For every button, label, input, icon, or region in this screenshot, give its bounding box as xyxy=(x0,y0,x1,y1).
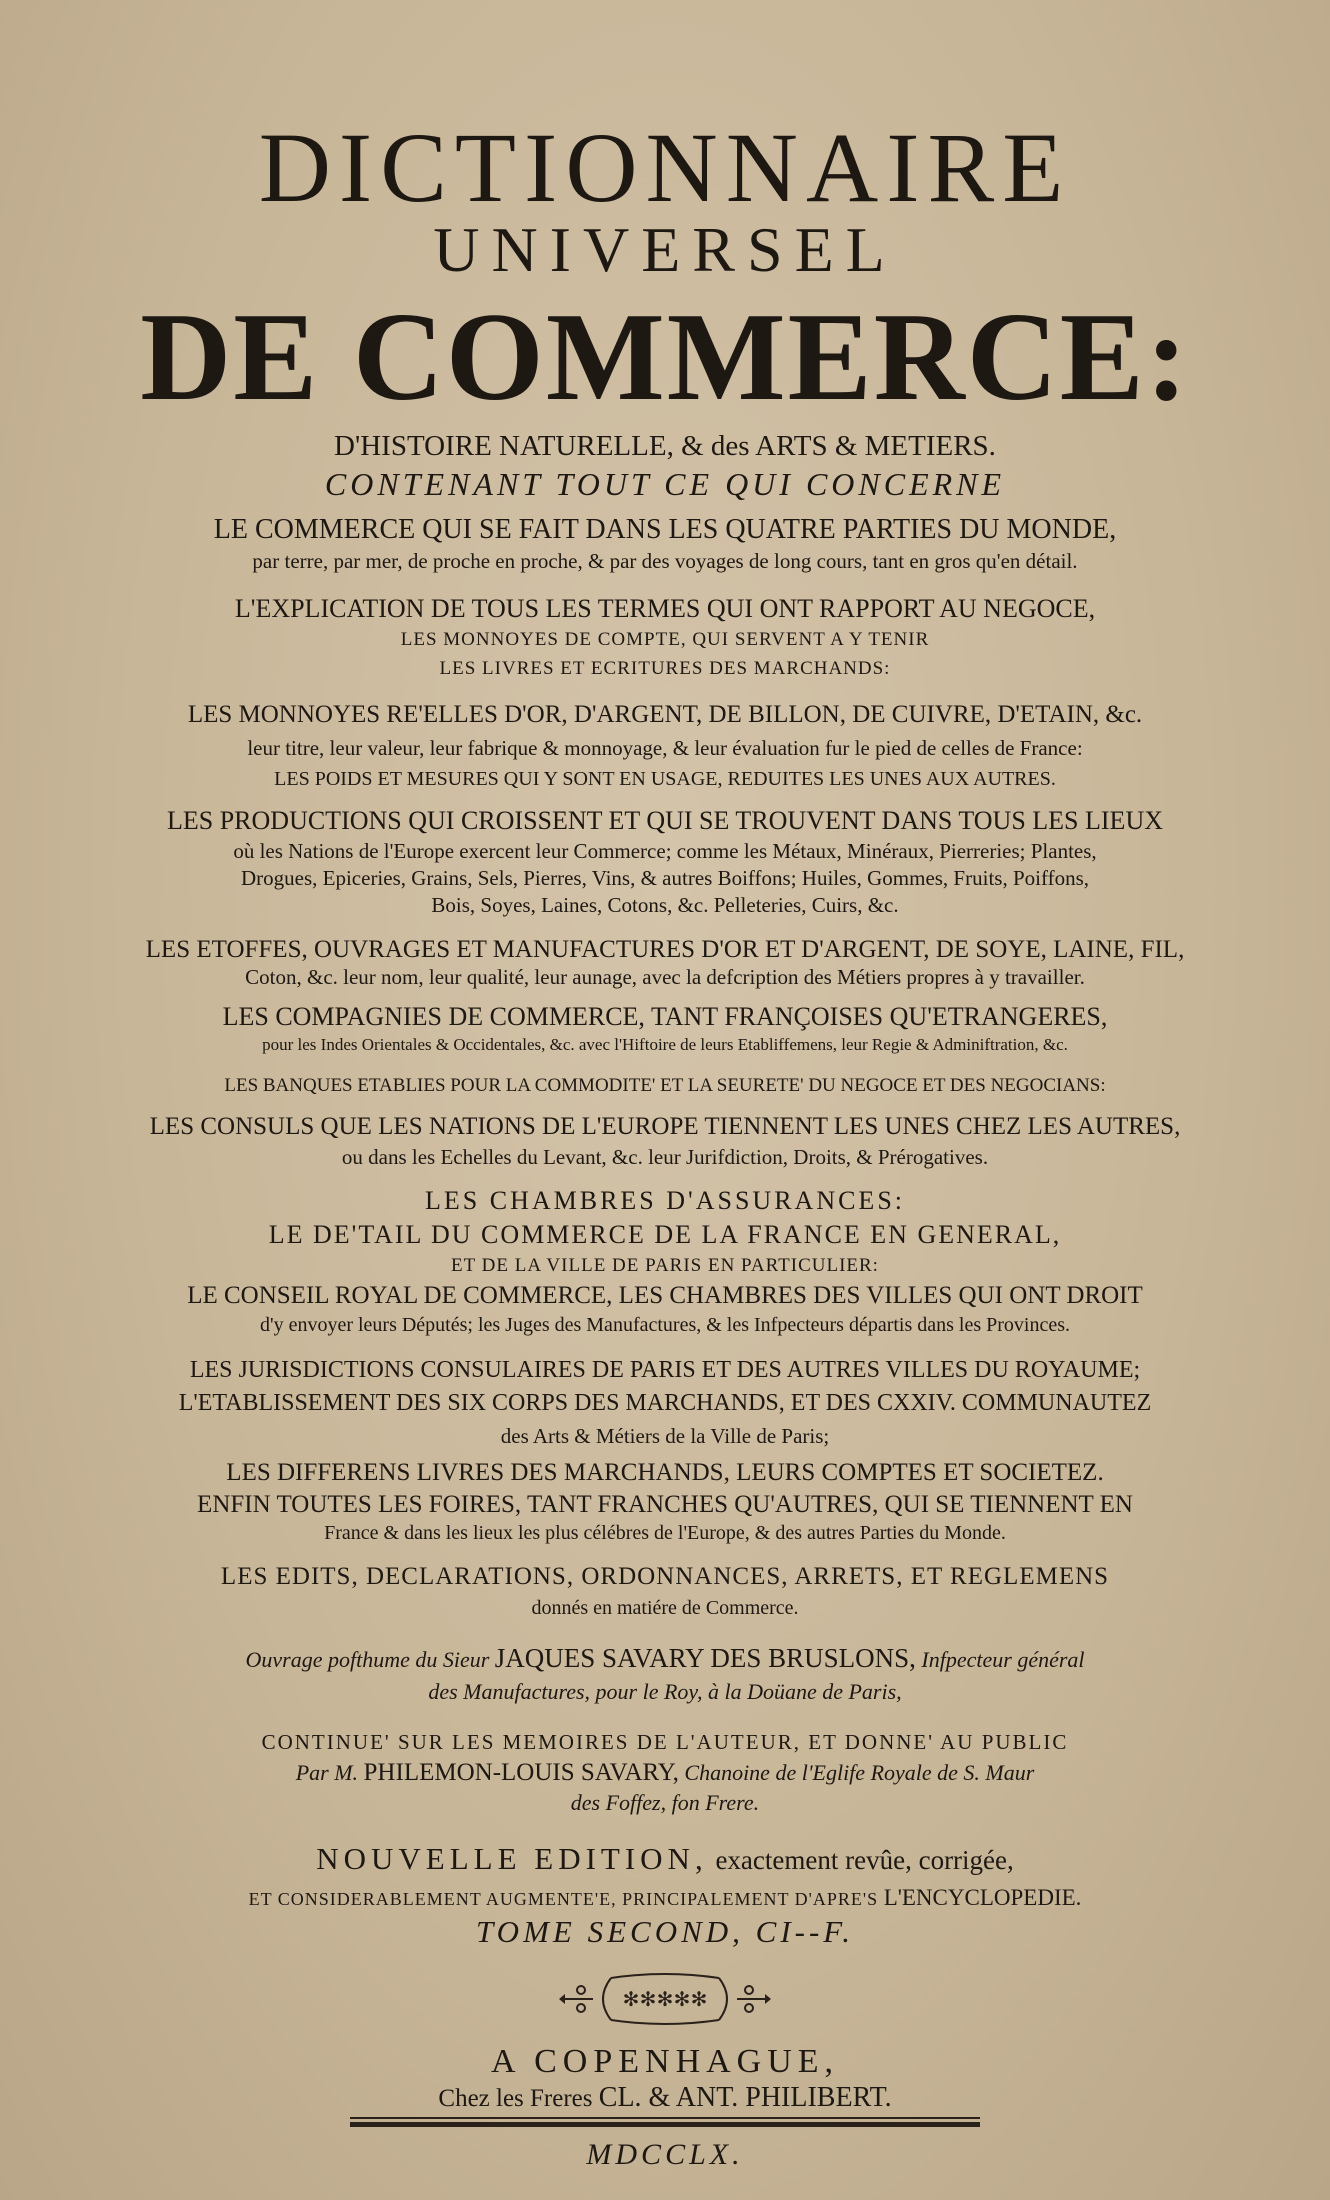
body-line: LES ETOFFES, OUVRAGES ET MANUFACTURES D'OR ET D'ARGENT, DE SOYE, LAINE, FIL, xyxy=(145,936,1185,963)
body-line: LES DIFFERENS LIVRES DES MARCHANDS, LEURS COMPTES ET SOCIETEZ. xyxy=(226,1459,1104,1486)
body-line: L'ETABLISSEMENT DES SIX CORPS DES MARCHANDS, ET DES CXXIV. COMMUNAUTEZ xyxy=(178,1390,1152,1416)
body-line: LE COMMERCE QUI SE FAIT DANS LES QUATRE PARTIES DU MONDE, xyxy=(213,514,1117,545)
body-line: par terre, par mer, de proche en proche, & par des voyages de long cours, tant en gros qu'en détail. xyxy=(252,549,1078,573)
body-line: LES CONSULS QUE LES NATIONS DE L'EUROPE TIENNENT LES UNES CHEZ LES AUTRES, xyxy=(149,1113,1181,1140)
body-line: L'EXPLICATION DE TOUS LES TERMES QUI ONT RAPPORT AU NEGOCE, xyxy=(234,594,1096,623)
body-line: LE CONSEIL ROYAL DE COMMERCE, LES CHAMBRES DES VILLES QUI ONT DROIT xyxy=(187,1282,1143,1309)
edition-rest: exactement revûe, corrigée, xyxy=(715,1845,1014,1875)
body-line: LES BANQUES ETABLIES POUR LA COMMODITE' ET LA SEURETE' DU NEGOCE ET DES NEGOCIANS: xyxy=(224,1075,1106,1096)
subtitle: D'HISTOIRE NATURELLE, & des ARTS & METIERS. xyxy=(334,430,996,462)
editor-intro: Par M. xyxy=(295,1760,359,1785)
body-line: Coton, &c. leur nom, leur qualité, leur aunage, avec la defcription des Métiers propres à y travailler. xyxy=(245,965,1085,989)
author-intro: Ouvrage pofthume du Sieur xyxy=(245,1647,490,1672)
body-line: LES LIVRES ET ECRITURES DES MARCHANDS: xyxy=(439,658,891,679)
author-line-2: des Manufactures, pour le Roy, à la Doüane de Paris, xyxy=(428,1679,902,1704)
body-line: LES CHAMBRES D'ASSURANCES: xyxy=(425,1186,905,1215)
publisher-intro: Chez les Freres xyxy=(438,2085,593,2112)
svg-text:✻: ✻ xyxy=(656,1987,674,2011)
body-line: LES COMPAGNIES DE COMMERCE, TANT FRANÇOISES QU'ETRANGERES, xyxy=(222,1002,1108,1031)
body-line: LES JURISDICTIONS CONSULAIRES DE PARIS ET DES AUTRES VILLES DU ROYAUME; xyxy=(189,1357,1141,1383)
body-line: leur titre, leur valeur, leur fabrique & monnoyage, & leur évaluation fur le pied de celles de France: xyxy=(247,736,1083,760)
printers-ornament xyxy=(555,1968,775,2030)
body-line: Drogues, Epiceries, Grains, Sels, Pierres, Vins, & autres Boiffons; Huiles, Gommes, Fruits, Poiffons, xyxy=(240,866,1089,890)
imprint-place: A COPENHAGUE, xyxy=(490,2043,840,2080)
title-line-3: DE COMMERCE: xyxy=(140,288,1190,427)
author-name: JAQUES SAVARY DES BRUSLONS, xyxy=(494,1643,916,1673)
augmented-line xyxy=(70,1886,1260,1909)
body-line: où les Nations de l'Europe exercent leur Commerce; comme les Métaux, Minéraux, Pierreries; Plantes, xyxy=(233,839,1097,863)
author-title: Infpecteur général xyxy=(921,1647,1085,1672)
body-line: France & dans les lieux les plus célébres de l'Europe, & des autres Parties du Monde. xyxy=(324,1522,1006,1544)
body-line: donnés en matiére de Commerce. xyxy=(531,1597,799,1619)
body-line: des Arts & Métiers de la Ville de Paris; xyxy=(500,1424,830,1448)
body-line: LE DE'TAIL DU COMMERCE DE LA FRANCE EN GENERAL, xyxy=(268,1220,1062,1249)
body-line: LES EDITS, DECLARATIONS, ORDONNANCES, ARRETS, ET REGLEMENS xyxy=(220,1563,1110,1590)
imprint-year: MDCCLX. xyxy=(586,2138,744,2171)
editor-line-2: des Foffez, fon Frere. xyxy=(570,1790,760,1815)
body-line: LES POIDS ET MESURES QUI Y SONT EN USAGE, REDUITES LES UNES AUX AUTRES. xyxy=(274,768,1056,790)
svg-text:✻: ✻ xyxy=(622,1987,640,2011)
editor-name: PHILEMON-LOUIS SAVARY, xyxy=(363,1759,679,1786)
contenant-heading: CONTENANT TOUT CE QUI CONCERNE xyxy=(324,466,1006,502)
augmented-caps: ET CONSIDERABLEMENT AUGMENTE'E, PRINCIPALEMENT D'APRE'S xyxy=(248,1889,879,1909)
body-line: pour les Indes Orientales & Occidentales, &c. avec l'Hiftoire de leurs Etabliffemens, leur Regie & Adminiftration, &c. xyxy=(262,1035,1068,1054)
imprint-rule-thick xyxy=(350,2122,980,2127)
title-line-2: UNIVERSEL xyxy=(433,214,897,285)
body-line: LES PRODUCTIONS QUI CROISSENT ET QUI SE TROUVENT DANS TOUS LES LIEUX xyxy=(166,806,1163,835)
body-line: d'y envoyer leurs Députés; les Juges des Manufactures, & les Infpecteurs départis dans les Provinces. xyxy=(259,1314,1071,1336)
body-line: LES MONNOYES DE COMPTE, QUI SERVENT A Y TENIR xyxy=(400,629,930,650)
imprint-rule-thin xyxy=(350,2117,980,2119)
body-line: ET DE LA VILLE DE PARIS EN PARTICULIER: xyxy=(451,1255,879,1276)
body-line: ou dans les Echelles du Levant, &c. leur Jurifdiction, Droits, & Prérogatives. xyxy=(341,1145,989,1169)
title-line-1: DICTIONNAIRE xyxy=(258,112,1072,223)
editor-title: Chanoine de l'Eglife Royale de S. Maur xyxy=(684,1760,1035,1785)
body-line: ENFIN TOUTES LES FOIRES, TANT FRANCHES QU'AUTRES, QUI SE TIENNENT EN xyxy=(197,1491,1133,1518)
svg-text:✻: ✻ xyxy=(639,1987,657,2011)
body-line: Bois, Soyes, Laines, Cotons, &c. Pelleteries, Cuirs, &c. xyxy=(431,893,899,917)
body-line: LES MONNOYES RE'ELLES D'OR, D'ARGENT, DE BILLON, DE CUIVRE, D'ETAIN, &c. xyxy=(187,701,1143,728)
publisher-name: CL. & ANT. PHILIBERT. xyxy=(598,2082,892,2113)
svg-text:✻: ✻ xyxy=(690,1987,708,2011)
edition-caps: NOUVELLE EDITION, xyxy=(316,1841,708,1876)
augmented-rest: L'ENCYCLOPEDIE. xyxy=(883,1885,1082,1910)
svg-text:✻: ✻ xyxy=(673,1987,691,2011)
edition-line xyxy=(70,1843,1260,1874)
imprint-publisher xyxy=(70,2084,1260,2112)
author-line-1 xyxy=(70,1645,1260,1672)
continuation-line: CONTINUE' SUR LES MEMOIRES DE L'AUTEUR, ET DONNE' AU PUBLIC xyxy=(261,1730,1069,1754)
editor-line xyxy=(70,1760,1260,1785)
tome-line: TOME SECOND, CI--F. xyxy=(476,1914,854,1949)
